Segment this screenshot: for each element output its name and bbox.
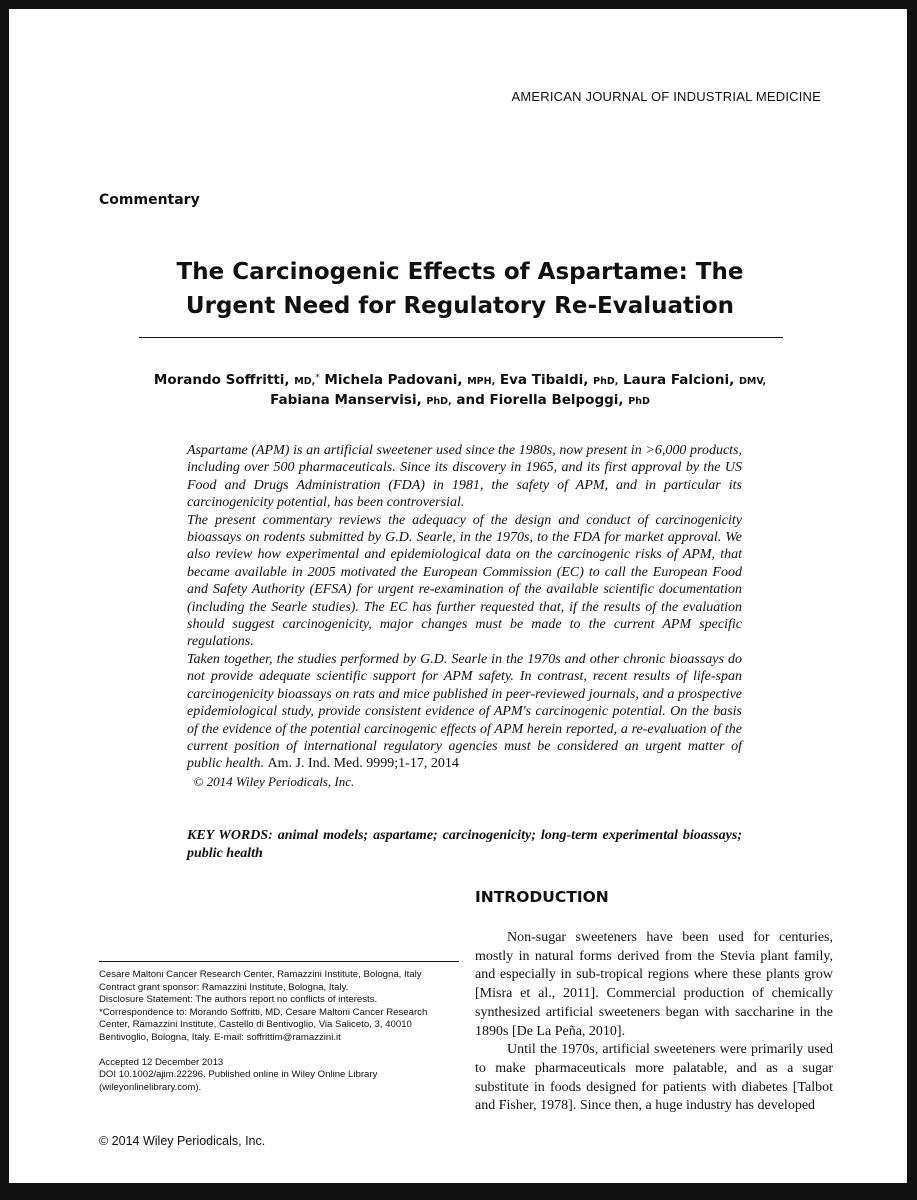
author-degree: PhD [628,396,650,407]
abstract-citation: Am. J. Ind. Med. 9999;1-17, 2014 [267,756,459,772]
author-line-1 [99,369,821,391]
author-degree: MPH, [467,376,496,387]
title-line-1: The Carcinogenic Effects of Aspartame: The [176,259,744,285]
author-name: Eva Tibaldi, [499,372,589,388]
footnote-affiliation: Cesare Maltoni Cancer Research Center, Ramazzini Institute, Bologna, Italy [99,969,422,980]
footnote-spacer [99,1045,459,1057]
abstract [187,442,742,790]
document-page [9,9,907,1183]
author-name: Laura Falcioni, [623,372,735,388]
section-label: Commentary [99,192,200,208]
footnote-grant: Contract grant sponsor: Ramazzini Institute, Bologna, Italy. [99,981,349,993]
abstract-text: Taken together, the studies performed by G.D. Searle in the 1970s and other chronic bioassays do not provide adequate scientific support for APM safety. In contrast, recent results of life-span carcinogenicity bioassays on rats and mice published in peer-reviewed journals, and a prospective epidemiological study, provide consistent evidence of APM's carcinogenic potential. On the basis of the evidence of the potential carcinogenic effects of APM herein reported, a re-evaluation of the current position of international regulatory agencies must be considered an urgent matter of public health. [187,651,742,772]
footnotes [99,969,459,1094]
author-line-2 [99,391,821,411]
author-name: Fiorella Belpoggi, [489,392,624,408]
article-title [99,255,821,323]
footnote-doi: DOI 10.1002/ajim.22296. Published online in Wiley Online Library (wileyonlinelibrary.com). [99,1069,378,1093]
footnote-divider [99,961,459,962]
footnote-accepted: Accepted 12 December 2013 [99,1056,224,1068]
author-name: Morando Soffritti, [153,372,290,388]
author-list [99,369,821,411]
page-copyright: © 2014 Wiley Periodicals, Inc. [99,1134,266,1148]
introduction-body [475,929,833,1116]
author-conjunction: and [456,392,485,408]
journal-header: AMERICAN JOURNAL OF INDUSTRIAL MEDICINE [511,89,821,104]
author-degree: PhD, [426,396,452,407]
author-degree: DMV, [738,376,767,387]
author-name: Fabiana Manservisi, [270,392,422,408]
author-name: Michela Padovani, [324,372,463,388]
abstract-paragraph [187,651,742,773]
abstract-copyright: © 2014 Wiley Periodicals, Inc. [193,773,355,789]
footnote-correspondence: *Correspondence to: Morando Soffritti, MD, Cesare Maltoni Cancer Research Center, Ramazzini Institute, Castello di Bentivoglio, Via Saliceto, 3, 40010 Bentivoglio, Bologna, Italy. E-mail: soffrittim@ramazzini.it [99,1006,428,1043]
title-line-2: Urgent Need for Regulatory Re-Evaluation [185,293,735,319]
abstract-paragraph: Aspartame (APM) is an artificial sweetener used since the 1980s, now present in >6,000 products, including over 500 pharmaceuticals. Since its discovery in 1965, and its first approval by the US Food and Drugs Administration (FDA) in 1981, the safety of APM, and in particular its carcinogenicity potential, has been controversial. [187,443,742,511]
author-degree: PhD, [593,376,619,387]
abstract-paragraph: The present commentary reviews the adequacy of the design and conduct of carcinogenicity bioassays on rodents submitted by G.D. Searle, in the 1970s, to the FDA for market approval. We also review how experimental and epidemiological data on the carcinogenic risks of APM, that became available in 2005 motivated the European Commission (EC) to call the European Food and Safety Authority (EFSA) for urgent re-examination of the available scientific documentation (including the Searle studies). The EC has further requested that, if the results of the evaluation should suggest carcinogenicity, major changes must be made to the current APM specific regulations. [187,512,742,650]
footnote-disclosure: Disclosure Statement: The authors report no conflicts of interests. [99,994,378,1006]
body-paragraph: Non-sugar sweeteners have been used for centuries, mostly in natural forms derived from the Stevia plant family, and especially in sub-tropical regions where these plants grow [Misra et al., 2011]. Commercial production of chemically synthesized artificial sweeteners began with saccharine in the 1890s [De La Peña, 2010]. [475,930,833,1039]
correspondence-mark: * [315,373,320,383]
author-degree: MD, [294,376,316,387]
keywords: KEY WORDS: animal models; aspartame; carcinogenicity; long-term experimental bioassays; public health [187,828,742,861]
body-paragraph: Until the 1970s, artificial sweeteners were primarily used to make pharmaceuticals more palatable, and as a sugar substitute in foods designed for patients with diabetes [Talbot and Fisher, 1978]. Since then, a huge industry has developed [475,1042,833,1114]
introduction-heading: INTRODUCTION [475,888,609,906]
title-divider [139,337,783,338]
